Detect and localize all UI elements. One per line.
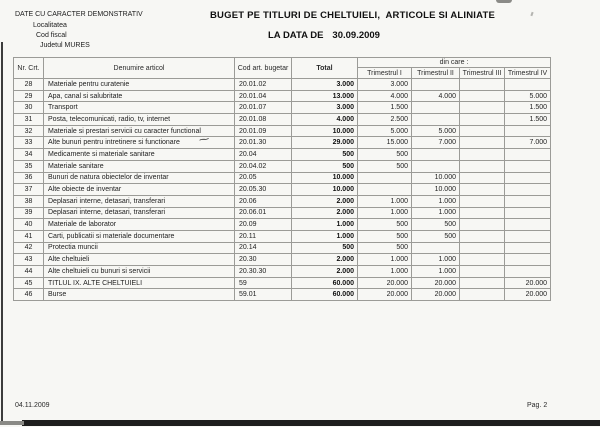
cell-nr: 28 [14,79,44,91]
cell-nr: 42 [14,242,44,254]
cell-cod: 20.06.01 [235,207,292,219]
cell-trim2: 500 [412,230,460,242]
cell-trim1: 500 [358,219,412,231]
table-row [14,289,551,301]
cell-cod: 20.01.08 [235,114,292,126]
cell-total: 2.000 [292,254,358,266]
cell-trim2 [412,160,460,172]
cell-trim2 [412,242,460,254]
table-row [14,219,551,231]
cell-trim1: 500 [358,242,412,254]
cell-denumire: Materiale sanitare [44,160,235,172]
handwritten-mark: ~ [197,133,211,147]
cell-trim4: 1.500 [505,114,551,126]
cell-total: 10.000 [292,184,358,196]
cell-nr: 46 [14,289,44,301]
cell-trim3 [460,149,505,161]
cell-trim1 [358,184,412,196]
cell-trim4: 1.500 [505,102,551,114]
cell-nr: 30 [14,102,44,114]
col-header-trimestrul-2: Trimestrul II [412,68,460,79]
cell-trim4: 7.000 [505,137,551,149]
cell-trim3 [460,219,505,231]
cell-trim2: 10.000 [412,172,460,184]
table-row [14,277,551,289]
col-header-total: Total [292,58,358,79]
cell-denumire: Materiale de laborator [44,219,235,231]
cell-trim1 [358,172,412,184]
cell-trim3 [460,207,505,219]
cell-trim4 [505,125,551,137]
date-label: LA DATA DE [268,30,324,41]
cell-trim2: 10.000 [412,184,460,196]
cell-total: 2.000 [292,195,358,207]
demo-note: DATE CU CARACTER DEMONSTRATIV [15,11,143,18]
cell-cod: 20.01.04 [235,90,292,102]
cell-trim3 [460,90,505,102]
col-header-nr: Nr. Crt. [14,58,44,79]
cell-total: 10.000 [292,125,358,137]
cell-total: 2.000 [292,207,358,219]
cell-total: 3.000 [292,79,358,91]
cell-nr: 38 [14,195,44,207]
cell-nr: 45 [14,277,44,289]
cell-nr: 37 [14,184,44,196]
cell-cod: 20.01.02 [235,79,292,91]
cell-denumire: Transport [44,102,235,114]
date-value: 30.09.2009 [332,30,380,41]
cell-trim3 [460,137,505,149]
county-label: Judetul MURES [40,42,90,49]
cell-trim2: 20.000 [412,289,460,301]
cell-trim2: 20.000 [412,277,460,289]
cell-trim3 [460,114,505,126]
cell-total: 1.000 [292,219,358,231]
table-row [14,137,551,149]
cell-trim4 [505,195,551,207]
cell-trim4 [505,242,551,254]
cell-cod: 59 [235,277,292,289]
cell-trim3 [460,184,505,196]
cell-trim1: 1.000 [358,207,412,219]
cell-cod: 20.01.09 [235,125,292,137]
col-header-trimestrul-4: Trimestrul IV [505,68,551,79]
col-header-cod: Cod art. bugetar [235,58,292,79]
col-header-din-care: din care : [358,58,551,68]
table-row [14,230,551,242]
cell-trim3 [460,172,505,184]
cell-trim4 [505,230,551,242]
table-row [14,114,551,126]
cell-nr: 40 [14,219,44,231]
cell-trim1: 1.000 [358,254,412,266]
cell-trim3 [460,289,505,301]
cell-trim1: 3.000 [358,79,412,91]
cell-denumire: Posta, telecomunicati, radio, tv, internet [44,114,235,126]
cell-total: 1.000 [292,230,358,242]
cell-cod: 20.06 [235,195,292,207]
cell-trim1: 1.500 [358,102,412,114]
cell-total: 2.000 [292,266,358,278]
cell-trim1: 500 [358,160,412,172]
cell-denumire: Alte bunuri pentru intretinere si functionare [44,137,235,149]
cell-trim3 [460,79,505,91]
title-block [210,10,496,41]
cell-trim3 [460,102,505,114]
table-row [14,79,551,91]
cell-trim3 [460,254,505,266]
col-header-trimestrul-1: Trimestrul I [358,68,412,79]
cell-trim3 [460,277,505,289]
table-row [14,102,551,114]
cell-denumire: Deplasari interne, detasari, transferari [44,207,235,219]
cell-denumire: Alte cheltuieli [44,254,235,266]
cell-total: 500 [292,149,358,161]
cell-trim2: 1.000 [412,254,460,266]
cell-trim4 [505,266,551,278]
cell-trim2 [412,79,460,91]
col-header-trimestrul-3: Trimestrul III [460,68,505,79]
cell-trim1: 2.500 [358,114,412,126]
scan-edge-bottom-fade [0,421,24,425]
cell-trim2 [412,102,460,114]
cell-total: 3.000 [292,102,358,114]
cell-trim2: 500 [412,219,460,231]
cell-nr: 29 [14,90,44,102]
cell-nr: 35 [14,160,44,172]
cell-trim3 [460,242,505,254]
cell-cod: 20.30.30 [235,266,292,278]
cell-nr: 32 [14,125,44,137]
cell-trim1: 1.000 [358,195,412,207]
cell-trim3 [460,195,505,207]
fiscal-code-label: Cod fiscal [36,32,67,39]
cell-cod: 20.01.07 [235,102,292,114]
scan-edge-bottom [22,420,600,426]
table-row [14,172,551,184]
table-row [14,242,551,254]
cell-denumire: TITLUL IX. ALTE CHELTUIELI [44,277,235,289]
cell-cod: 59.01 [235,289,292,301]
cell-trim4 [505,79,551,91]
scan-edge-left [1,42,3,422]
cell-total: 500 [292,242,358,254]
cell-trim4: 20.000 [505,277,551,289]
cell-total: 500 [292,160,358,172]
cell-trim4 [505,172,551,184]
page-title: BUGET PE TITLURI DE CHELTUIELI, ARTICOLE SI ALINIATE [210,10,496,21]
cell-cod: 20.04.02 [235,160,292,172]
cell-total: 60.000 [292,277,358,289]
cell-trim2: 1.000 [412,195,460,207]
table-row [14,149,551,161]
cell-nr: 39 [14,207,44,219]
cell-denumire: Materiale si prestari servicii cu caracter functional [44,125,235,137]
cell-trim1: 500 [358,149,412,161]
cell-denumire: Burse [44,289,235,301]
cell-trim4 [505,219,551,231]
cell-trim3 [460,230,505,242]
cell-trim1: 20.000 [358,289,412,301]
cell-total: 60.000 [292,289,358,301]
cell-trim4 [505,160,551,172]
cell-trim1: 15.000 [358,137,412,149]
scan-speck [530,12,533,16]
cell-trim1: 4.000 [358,90,412,102]
budget-table [13,57,551,301]
table-row [14,266,551,278]
cell-total: 10.000 [292,172,358,184]
cell-denumire: Deplasari interne, detasari, transferari [44,195,235,207]
cell-denumire: Protectia muncii [44,242,235,254]
cell-cod: 20.04 [235,149,292,161]
cell-trim2: 1.000 [412,207,460,219]
cell-trim4 [505,184,551,196]
cell-trim4: 20.000 [505,289,551,301]
cell-trim1: 5.000 [358,125,412,137]
cell-denumire: Alte obiecte de inventar [44,184,235,196]
cell-denumire: Materiale pentru curatenie [44,79,235,91]
cell-denumire: Bunuri de natura obiectelor de inventar [44,172,235,184]
table-row [14,207,551,219]
cell-cod: 20.05 [235,172,292,184]
cell-trim4: 5.000 [505,90,551,102]
cell-trim3 [460,125,505,137]
cell-trim2: 7.000 [412,137,460,149]
cell-trim4 [505,254,551,266]
cell-denumire: Alte cheltuieli cu bunuri si servicii [44,266,235,278]
budget-table-container [13,57,551,301]
document-header-block [15,11,143,49]
cell-nr: 43 [14,254,44,266]
table-row [14,90,551,102]
cell-nr: 44 [14,266,44,278]
cell-total: 29.000 [292,137,358,149]
table-row [14,195,551,207]
footer-print-date: 04.11.2009 [15,402,50,409]
cell-trim2 [412,114,460,126]
cell-trim2 [412,149,460,161]
cell-denumire: Medicamente si materiale sanitare [44,149,235,161]
cell-nr: 31 [14,114,44,126]
cell-trim2: 1.000 [412,266,460,278]
col-header-denumire: Denumire articol [44,58,235,79]
cell-trim3 [460,266,505,278]
table-row [14,254,551,266]
cell-trim1: 1.000 [358,266,412,278]
cell-cod: 20.11 [235,230,292,242]
cell-nr: 36 [14,172,44,184]
cell-trim4 [505,207,551,219]
budget-table-body [14,79,551,301]
cell-trim2: 5.000 [412,125,460,137]
cell-cod: 20.05.30 [235,184,292,196]
cell-trim1: 500 [358,230,412,242]
table-row [14,184,551,196]
cell-total: 13.000 [292,90,358,102]
cell-cod: 20.30 [235,254,292,266]
table-row [14,125,551,137]
cell-total: 4.000 [292,114,358,126]
locality-label: Localitatea [33,22,67,29]
cell-trim4 [505,149,551,161]
cell-cod: 20.01.30 [235,137,292,149]
footer-page-number: Pag. 2 [527,402,548,409]
cell-denumire: Apa, canal si salubritate [44,90,235,102]
cell-denumire: Carti, publicatii si materiale documentare [44,230,235,242]
cell-nr: 34 [14,149,44,161]
cell-trim2: 4.000 [412,90,460,102]
report-date-line [268,30,470,41]
cell-cod: 20.09 [235,219,292,231]
scan-artifact-top [496,0,512,3]
cell-nr: 33 [14,137,44,149]
table-row [14,160,551,172]
cell-cod: 20.14 [235,242,292,254]
cell-nr: 41 [14,230,44,242]
cell-trim3 [460,160,505,172]
cell-trim1: 20.000 [358,277,412,289]
